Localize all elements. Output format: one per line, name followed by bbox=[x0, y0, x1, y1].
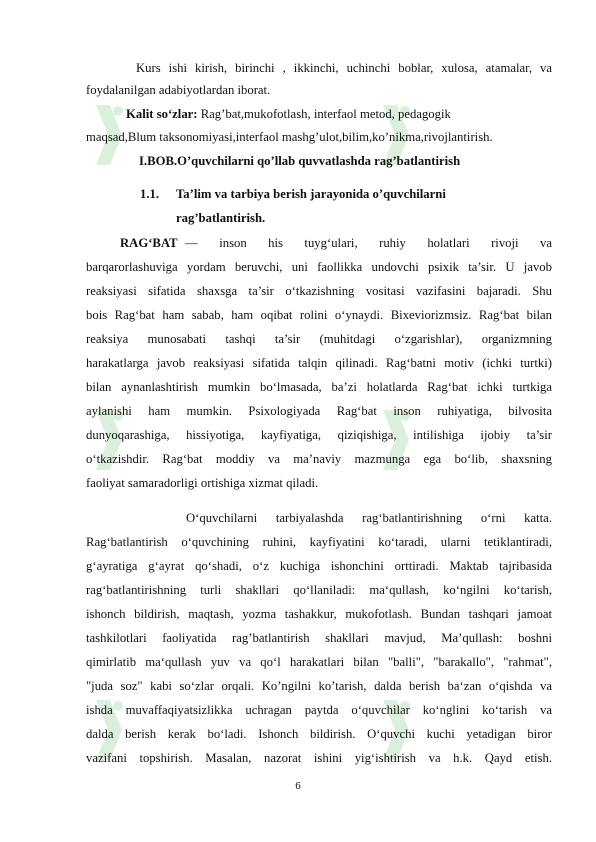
para1-line: o‘tkazishdir. Rag‘bat moddiy va ma’naviy mazmunga ega bo‘lib, shaxsning bbox=[86, 452, 552, 466]
keywords-text: Rag’bat,mukofotlash, interfaol metod, pedagogik bbox=[197, 107, 451, 121]
page-number: 6 bbox=[295, 780, 301, 792]
para2-line: qimirlatib ma‘qullash yuv va qo‘l harakatlari bilan "balli", "barakallo", "rahmat", bbox=[86, 655, 552, 669]
para1-line-1 bbox=[120, 235, 552, 251]
intro-line-2: foydalanilgan adabiyotlardan iborat. bbox=[86, 83, 271, 97]
chapter-title: I.BOB.O’quvchilarni qo’llab quvvatlashda rag’batlantirish bbox=[139, 154, 461, 168]
para1-line: bois Rag‘bat ham sabab, ham oqibat rolini o‘ynaydi. Bixeviorizmsiz. Rag‘bat bilan bbox=[86, 308, 552, 322]
para1-line: bilan aynanlashtirish mumkin bo‘lmasada, ba’zi holatlarda Rag‘bat ichki turtkiga bbox=[86, 380, 552, 394]
para2-line: "juda soz" kabi so‘zlar orqali. Ko’ngilni ko’tarish, dalda berish ba‘zan o‘qishda va bbox=[86, 679, 552, 693]
para2-line: g‘ayratiga g‘ayrat qo‘shadi, o‘z kuchiga ishonchini orttiradi. Maktab tajribasida bbox=[86, 559, 552, 573]
para2-line: Rag‘batlantirish o‘quvchining ruhini, kayfiyatini ko‘taradi, ularni tetiklantiradi, bbox=[86, 535, 552, 549]
para1-term: RAG‘BAT bbox=[120, 236, 178, 250]
keywords-line-2: maqsad,Blum taksonomiyasi,interfaol mashg’ulot,bilim,ko’nikma,rivojlantirish. bbox=[86, 130, 493, 144]
para2-line: ishonch bildirish, maqtash, yozma tashakkur, mukofotlash. Bundan tashqari jamoat bbox=[86, 607, 552, 621]
keywords-line-1 bbox=[126, 106, 451, 122]
para2-line: rag‘batlantirishning turli shakllari qo‘llaniladi: ma‘qullash, ko‘ngilni ko‘tarish, bbox=[86, 583, 552, 597]
para2-line: dalda berish kerak bo‘ladi. Ishonch bildirish. O‘quvchi kuchi yetadigan biror bbox=[86, 727, 552, 741]
section-title-line-2: rag’batlantirish. bbox=[176, 211, 266, 225]
para1-last-line: faoliyat samaradorligi ortishiga xizmat qiladi. bbox=[86, 476, 319, 490]
para2-line: vazifani topshirish. Masalan, nazorat ishini yig‘ishtirish va h.k. Qayd etish. bbox=[86, 751, 552, 765]
para1-line: dunyoqarashiga, hissiyotiga, kayfiyatiga, qiziqishiga, intilishiga ijobiy ta’sir bbox=[86, 428, 552, 442]
keywords-label: Kalit so‘zlar: bbox=[126, 107, 198, 121]
para2-line: tashkilotlari faoliyatida rag’batlantirish shakllari mavjud, Ma’qullash: boshni bbox=[86, 631, 552, 645]
para1-line: reaksiya munosabati tashqi ta’sir (muhitdagi o‘zgarishlar), organizmning bbox=[86, 332, 552, 346]
intro-line-1: Kurs ishi kirish, birinchi , ikkinchi, uchinchi boblar, xulosa, atamalar, va bbox=[136, 61, 552, 75]
para1-line: aylanishi ham mumkin. Psixologiyada Rag‘bat inson ruhiyatiga, bilvosita bbox=[86, 404, 552, 418]
section-number: 1.1. bbox=[140, 187, 160, 201]
section-title-line-1: Ta’lim va tarbiya berish jarayonida o’quvchilarni bbox=[176, 187, 446, 201]
para1-line: harakatlarga javob reaksiyasi sifatida talqin qilinadi. Rag‘batni motiv (ichki turtki) bbox=[86, 356, 552, 370]
para1-line-text: — inson his tuyg‘ulari, ruhiy holatlari rivoji va bbox=[185, 236, 552, 250]
para2-line: ishda muvaffaqiyatsizlikka uchragan paytda o‘quvchilar ko‘nglini ko‘tarish va bbox=[86, 703, 552, 717]
para1-line: reaksiyasi sifatida shaxsga ta’sir o‘tkazishning vositasi vazifasini bajaradi. Shu bbox=[86, 284, 552, 298]
para2-first-line: O‘quvchilarni tarbiyalashda rag‘batlantirishning o‘rni katta. bbox=[186, 511, 552, 525]
para1-line: barqarorlashuviga yordam beruvchi, uni faollikka undovchi psixik ta’sir. U javob bbox=[86, 260, 552, 274]
